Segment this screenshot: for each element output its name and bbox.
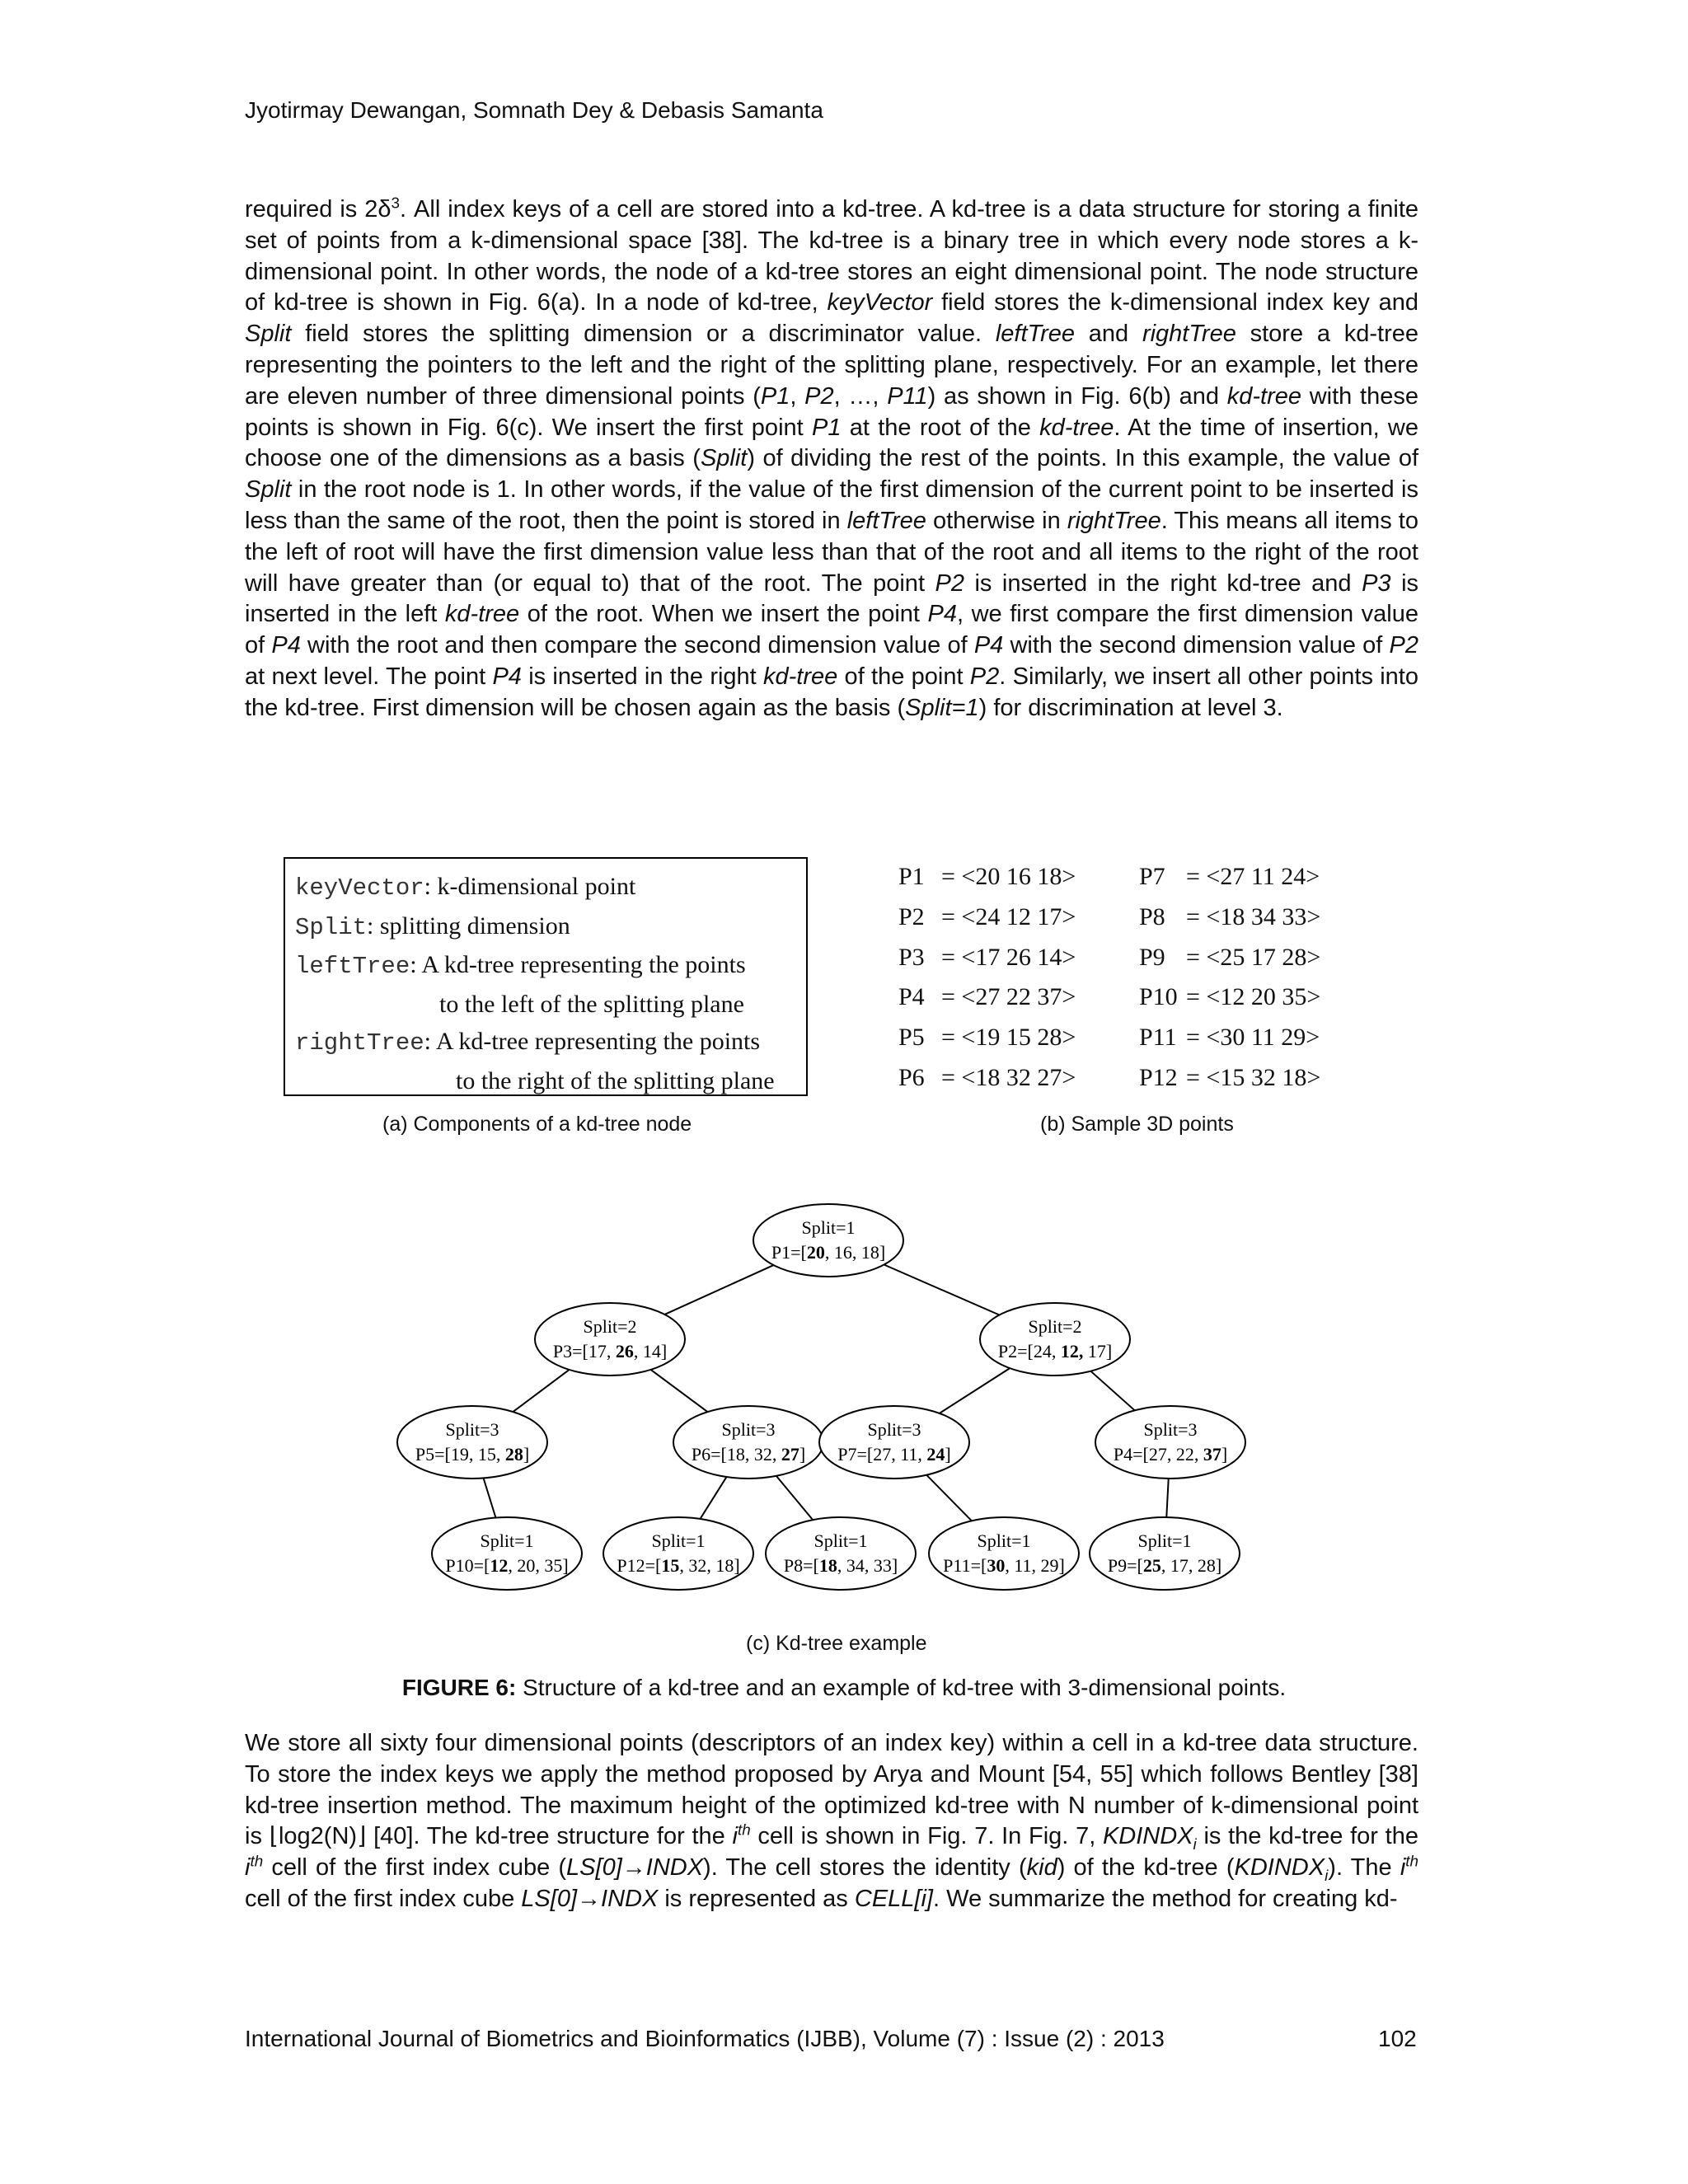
text-run: of the point — [837, 663, 970, 690]
term-split: Split — [700, 445, 748, 472]
field-desc: : splitting dimension — [367, 912, 570, 940]
point-row — [1139, 857, 1320, 898]
field-desc: to the left of the splitting plane — [439, 990, 744, 1018]
term-kd-tree: kd-tree — [444, 601, 520, 628]
point-name: P1 — [898, 863, 925, 890]
point-value: = <27 11 24> — [1186, 863, 1320, 890]
node-split-label: Split=3 — [1143, 1419, 1198, 1440]
text-run: is inserted in the right — [521, 663, 764, 690]
body-text-top — [245, 194, 1418, 724]
point-name: P12 — [1139, 1063, 1178, 1091]
term-p1: P1 — [760, 382, 790, 410]
node-point-label: P4=[27, 22, 37] — [1113, 1444, 1228, 1465]
term-i: i — [245, 1854, 251, 1882]
tree-node-p12 — [603, 1517, 753, 1590]
node-point-label: P11=[30, 11, 29] — [943, 1555, 1065, 1576]
point-row — [1139, 938, 1320, 978]
term-split-1: Split=1 — [905, 694, 979, 721]
term-p1: P1 — [811, 414, 842, 441]
term-ls-indx: LS[0]→INDX — [566, 1854, 704, 1882]
term-p4: P4 — [271, 632, 301, 659]
point-value: = <30 11 29> — [1186, 1024, 1320, 1052]
tree-edge-p6-p12 — [701, 1477, 727, 1519]
node-split-label: Split=2 — [1028, 1316, 1082, 1337]
field-desc: : A kd-tree representing the points — [424, 1028, 761, 1055]
tree-edge-p1-p2 — [884, 1264, 1000, 1315]
point-name: P3 — [898, 943, 925, 971]
node-point-label: P2=[24, 12, 17] — [997, 1341, 1113, 1361]
point-name: P6 — [898, 1063, 925, 1091]
tree-node-p7 — [819, 1406, 969, 1479]
tree-node-p3 — [535, 1303, 685, 1376]
node-ellipse — [929, 1517, 1079, 1590]
point-value: = <20 16 18> — [941, 863, 1076, 890]
page-header: Jyotirmay Dewangan, Somnath Dey & Debasis Samanta — [245, 97, 823, 123]
body-text-bottom — [245, 1728, 1418, 1915]
text-run: is represented as — [658, 1885, 855, 1912]
term-kd-tree: kd-tree — [763, 663, 838, 690]
node-field-row — [295, 907, 796, 947]
subscript-i: i — [1193, 1835, 1197, 1854]
node-split-label: Split=1 — [814, 1530, 868, 1551]
term-p4: P4 — [927, 601, 957, 628]
point-name: P8 — [1139, 902, 1165, 930]
tree-node-p2 — [980, 1303, 1130, 1376]
text-run: We store all sixty four dimensional points (descriptors of an index key) within a cell in a kd-tree data structure. To store the index keys we apply the method proposed by Arya and Mount [54, 55] which follows Bentley [38] kd-tree insertion method. The maximum height of the optimized kd-tree with N number of k-dimensional point is ⌊log2(N)⌋ [40]. The kd-tree structure for the — [245, 1730, 1418, 1850]
point-value: = <25 17 28> — [1186, 943, 1321, 971]
node-split-label: Split=1 — [977, 1530, 1031, 1551]
node-split-label: Split=1 — [1137, 1530, 1192, 1551]
node-split-label: Split=1 — [651, 1530, 706, 1551]
node-ellipse — [1095, 1406, 1245, 1479]
point-name: P7 — [1139, 863, 1165, 890]
text-run: . This means all items to the left of root will have the first dimension value less than that of the root and all items to the right of the root will have greater than (or equal to) that of the root. The point — [245, 507, 1418, 597]
text-run: is inserted in the right kd-tree and — [964, 569, 1362, 597]
point-value: = <27 22 37> — [941, 983, 1076, 1011]
term-righttree: rightTree — [1067, 507, 1161, 534]
point-value: = <19 15 28> — [941, 1024, 1076, 1052]
figure-caption-text: Structure of a kd-tree and an example of kd-tree with 3-dimensional points. — [516, 1675, 1287, 1700]
text-run: , …, — [833, 382, 888, 410]
term-kdindx: KDINDX — [1102, 1823, 1193, 1850]
text-run: . Similarly, we insert all other points into the kd-tree. First dimension will be chosen again as the basis ( — [245, 663, 1418, 721]
term-kd-tree: kd-tree — [1226, 382, 1302, 410]
field-desc: : k-dimensional point — [424, 873, 636, 900]
figure-a-caption: (a) Components of a kd-tree node — [382, 1113, 692, 1136]
term-split: Split — [245, 321, 292, 348]
tree-node-p4 — [1095, 1406, 1245, 1479]
subscript-i: i — [1325, 1866, 1329, 1884]
point-row — [1139, 898, 1320, 938]
point-row — [898, 1018, 1076, 1058]
term-ls-indx: LS[0]→INDX — [521, 1885, 659, 1912]
text-run: , — [790, 382, 805, 410]
point-name: P11 — [1139, 1024, 1177, 1052]
tree-edge-p2-p7 — [940, 1368, 1010, 1413]
text-run: otherwise in — [926, 507, 1067, 534]
text-run: . All index keys of a cell are stored into a kd-tree. A kd-tree is a data structure for storing a finite set of points from a k-dimensional space [38]. The kd-tree is a binary tree in which every node stores a k-dimensional point. In other words, the node of a kd-tree stores an eight dimensional point. The node structure of kd-tree is shown in Fig. 6(a). In a node of kd-tree, — [245, 196, 1419, 316]
points-column-right — [1139, 857, 1320, 1099]
figure-6-caption — [0, 1675, 1688, 1701]
figure-label: FIGURE 6: — [401, 1675, 517, 1700]
point-name: P4 — [898, 983, 925, 1011]
text-run: at the root of the — [841, 414, 1040, 441]
point-value: = <24 12 17> — [941, 902, 1076, 930]
tree-node-p6 — [673, 1406, 823, 1479]
node-point-label: P9=[25, 17, 28] — [1107, 1555, 1222, 1576]
node-ellipse — [603, 1517, 753, 1590]
tree-edge-p3-p6 — [651, 1370, 708, 1412]
point-row — [898, 977, 1076, 1018]
point-name: P9 — [1139, 943, 1165, 971]
term-kd-tree: kd-tree — [1039, 414, 1114, 441]
node-field-row — [295, 1023, 796, 1062]
field-name-keyvector: keyVector — [295, 874, 424, 902]
point-row — [1139, 977, 1320, 1018]
text-run: ). The — [1328, 1854, 1400, 1882]
point-value: = <18 34 33> — [1186, 902, 1321, 930]
tree-node-p8 — [766, 1517, 916, 1590]
text-run: at next level. The point — [245, 663, 493, 690]
term-righttree: rightTree — [1142, 321, 1236, 348]
node-ellipse — [819, 1406, 969, 1479]
node-ellipse — [535, 1303, 685, 1376]
text-run: field stores the splitting dimension or a discriminator value. — [291, 321, 996, 348]
text-run: with the root and then compare the second dimension value of — [300, 632, 974, 659]
node-split-label: Split=3 — [445, 1419, 499, 1440]
text-run: . We summarize the method for creating kd- — [932, 1885, 1398, 1912]
point-value: = <12 20 35> — [1186, 983, 1321, 1011]
text-run: cell of the first index cube — [245, 1885, 522, 1912]
text-run: ) for discrimination at level 3. — [978, 694, 1283, 721]
point-value: = <17 26 14> — [941, 943, 1076, 971]
points-column-left — [898, 857, 1076, 1099]
node-field-row-continued — [295, 986, 796, 1024]
tree-node-p5 — [397, 1406, 547, 1479]
point-name: P5 — [898, 1024, 925, 1052]
text-run: and — [1075, 321, 1142, 348]
text-run: required is 2δ — [245, 196, 392, 223]
superscript-th: th — [737, 1821, 751, 1839]
node-point-label: P1=[20, 16, 18] — [771, 1242, 886, 1263]
node-split-label: Split=1 — [480, 1530, 534, 1551]
term-p3: P3 — [1362, 569, 1391, 597]
text-run: ) of dividing the rest of the points. In this example, the value of — [747, 445, 1419, 472]
term-lefttree: leftTree — [995, 321, 1075, 348]
superscript: 3 — [391, 194, 401, 212]
kdtree-diagram — [379, 1187, 1311, 1615]
superscript-th: th — [250, 1852, 264, 1870]
text-run: is inserted in the left — [245, 569, 1419, 628]
field-desc: : A kd-tree representing the points — [410, 951, 746, 978]
term-kid: kid — [1026, 1854, 1057, 1882]
text-run: cell is shown in Fig. 7. In Fig. 7, — [750, 1823, 1103, 1850]
field-name-lefttree: leftTree — [295, 953, 410, 980]
term-i: i — [732, 1823, 738, 1850]
text-run: in the root node is 1. In other words, if the value of the first dimension of the current point to be inserted is less than the same of the root, then the point is stored in — [245, 476, 1418, 534]
term-i: i — [1400, 1854, 1406, 1882]
node-split-label: Split=2 — [583, 1316, 637, 1337]
tree-edge-p6-p8 — [776, 1476, 813, 1520]
node-point-label: P8=[18, 34, 33] — [783, 1555, 898, 1576]
paragraph-kdtree-storage — [245, 1728, 1418, 1915]
node-ellipse — [753, 1204, 903, 1277]
term-lefttree: leftTree — [846, 507, 926, 534]
node-point-label: P5=[19, 15, 28] — [415, 1444, 530, 1465]
node-point-label: P7=[27, 11, 24] — [837, 1444, 951, 1465]
point-row — [898, 1058, 1076, 1099]
node-point-label: P12=[15, 32, 18] — [617, 1555, 740, 1576]
node-ellipse — [766, 1517, 916, 1590]
point-row — [1139, 1018, 1320, 1058]
term-p2: P2 — [969, 663, 1000, 690]
paragraph-kdtree-intro — [245, 194, 1418, 724]
text-run: , we first compare the first dimension value of — [245, 601, 1418, 659]
node-split-label: Split=3 — [867, 1419, 921, 1440]
node-split-label: Split=3 — [721, 1419, 776, 1440]
point-name: P10 — [1139, 983, 1178, 1011]
point-value: = <18 32 27> — [941, 1063, 1076, 1091]
node-field-row-continued — [295, 1062, 796, 1100]
tree-node-p11 — [929, 1517, 1079, 1590]
tree-node-p9 — [1090, 1517, 1240, 1590]
term-p2: P2 — [935, 569, 964, 597]
point-name: P2 — [898, 902, 925, 930]
term-p11: P11 — [887, 382, 928, 410]
tree-edge-p3-p5 — [513, 1370, 569, 1412]
footer-page-number: 102 — [1378, 2026, 1417, 2051]
node-field-row — [295, 868, 796, 907]
text-run: ) of the kd-tree ( — [1057, 1854, 1235, 1882]
text-run: store a kd-tree representing the pointers to the left and the right of the splitting plane, respectively. For an example, let there are eleven number of three dimensional points ( — [245, 321, 1419, 410]
tree-edge-p4-p9 — [1166, 1479, 1168, 1517]
text-run: with the second dimension value of — [1003, 632, 1390, 659]
term-cell-i: CELL[i] — [854, 1885, 933, 1912]
point-row — [898, 938, 1076, 978]
text-run: cell of the first index cube ( — [263, 1854, 567, 1882]
node-field-row — [295, 946, 796, 986]
term-p4: P4 — [492, 663, 522, 690]
term-p2: P2 — [1389, 632, 1419, 659]
node-ellipse — [1090, 1517, 1240, 1590]
point-row — [898, 857, 1076, 898]
figure-c-caption: (c) Kd-tree example — [746, 1632, 927, 1655]
text-run: field stores the k-dimensional index key and — [932, 289, 1419, 316]
text-run: of the root. When we insert the point — [519, 601, 928, 628]
term-p2: P2 — [804, 382, 834, 410]
text-run: with these points is shown in Fig. 6(c). We insert the first point — [245, 382, 1418, 441]
node-ellipse — [432, 1517, 582, 1590]
tree-edge-p2-p4 — [1090, 1371, 1134, 1411]
text-run: ). The cell stores the identity ( — [703, 1854, 1027, 1882]
field-name-split: Split — [295, 913, 368, 941]
kdtree-node-components-box — [284, 857, 808, 1096]
point-row — [898, 898, 1076, 938]
node-point-label: P10=[12, 20, 35] — [445, 1555, 569, 1576]
text-run: . At the time of insertion, we choose one of the dimensions as a basis ( — [245, 414, 1418, 472]
field-desc: to the right of the splitting plane — [456, 1066, 775, 1094]
tree-edge-p5-p10 — [484, 1479, 496, 1518]
term-keyvector: keyVector — [827, 289, 933, 316]
text-run: ) as shown in Fig. 6(b) and — [927, 382, 1227, 410]
tree-edge-p1-p3 — [664, 1265, 773, 1315]
footer-journal: International Journal of Biometrics and Bioinformatics (IJBB), Volume (7) : Issue (2) : 2013 — [245, 2026, 1165, 2051]
term-kdindx: KDINDX — [1234, 1854, 1325, 1882]
term-p4: P4 — [973, 632, 1004, 659]
term-split: Split — [245, 476, 292, 504]
node-ellipse — [397, 1406, 547, 1479]
figure-b-caption: (b) Sample 3D points — [1040, 1113, 1234, 1136]
node-point-label: P6=[18, 32, 27] — [691, 1444, 806, 1465]
node-ellipse — [980, 1303, 1130, 1376]
tree-node-p1 — [753, 1204, 903, 1277]
superscript-th: th — [1405, 1852, 1418, 1870]
point-row — [1139, 1058, 1320, 1099]
tree-node-p10 — [432, 1517, 582, 1590]
node-point-label: P3=[17, 26, 14] — [552, 1341, 668, 1361]
text-run: is the kd-tree for the — [1196, 1823, 1418, 1850]
node-split-label: Split=1 — [801, 1217, 856, 1238]
field-name-righttree: rightTree — [295, 1029, 424, 1057]
point-value: = <15 32 18> — [1186, 1063, 1321, 1091]
node-ellipse — [673, 1406, 823, 1479]
tree-edge-p7-p11 — [926, 1475, 972, 1521]
